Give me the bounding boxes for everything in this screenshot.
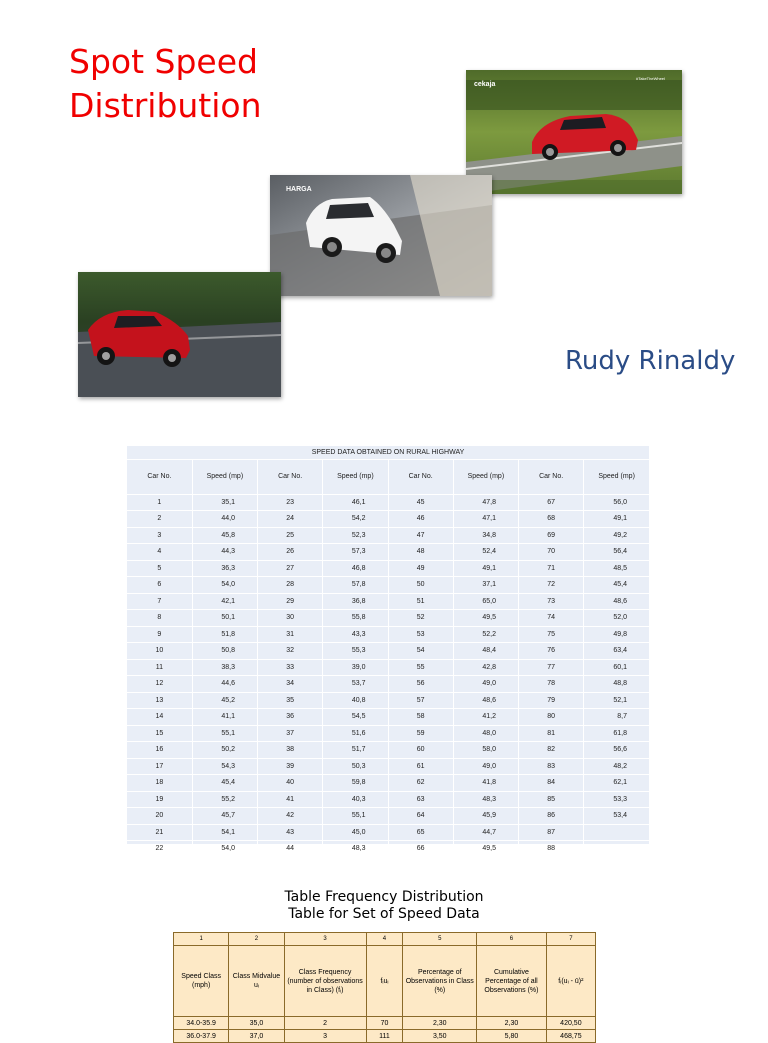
speed-cell: 47,8	[453, 494, 518, 511]
car-number-cell: 3	[127, 527, 192, 544]
car-number-cell: 85	[519, 791, 584, 808]
freq-cell: 5,80	[477, 1030, 547, 1043]
speed-cell: 50,8	[192, 643, 257, 660]
table-row	[127, 742, 649, 759]
speed-cell: 45,7	[192, 808, 257, 825]
column-header: Speed (mp)	[323, 460, 388, 494]
car-number-cell: 52	[388, 610, 453, 627]
car-number-cell: 19	[127, 791, 192, 808]
red-hatchback-photo	[466, 70, 682, 194]
car-number-cell: 80	[519, 709, 584, 726]
speed-cell: 41,2	[453, 709, 518, 726]
speed-cell: 53,3	[584, 791, 649, 808]
freq-cell: 2	[284, 1017, 366, 1030]
freq-cell: 468,75	[546, 1030, 595, 1043]
column-number: 6	[477, 933, 547, 946]
car-number-cell: 28	[258, 577, 323, 594]
car-number-cell: 77	[519, 659, 584, 676]
car-number-cell: 14	[127, 709, 192, 726]
column-header: Speed (mp)	[584, 460, 649, 494]
car-number-cell: 13	[127, 692, 192, 709]
car-number-cell: 49	[388, 560, 453, 577]
column-number: 4	[366, 933, 403, 946]
speed-cell: 50,2	[192, 742, 257, 759]
car-number-cell: 64	[388, 808, 453, 825]
car-number-cell: 31	[258, 626, 323, 643]
speed-cell: 46,8	[323, 560, 388, 577]
speed-cell: 58,0	[453, 742, 518, 759]
table-row	[174, 1030, 596, 1043]
car-number-cell: 67	[519, 494, 584, 511]
table-row	[127, 659, 649, 676]
speed-cell: 36,8	[323, 593, 388, 610]
table-row	[127, 676, 649, 693]
car-number-cell: 15	[127, 725, 192, 742]
speed-cell: 53,7	[323, 676, 388, 693]
freq-cell: 2,30	[477, 1017, 547, 1030]
car-number-cell: 60	[388, 742, 453, 759]
column-header: fᵢ(uᵢ - ū)²	[546, 946, 595, 1017]
column-header: Speed Class (mph)	[174, 946, 229, 1017]
page-title	[69, 40, 262, 128]
column-number: 5	[403, 933, 477, 946]
speed-cell: 51,7	[323, 742, 388, 759]
speed-cell: 51,8	[192, 626, 257, 643]
speed-cell: 57,8	[323, 577, 388, 594]
speed-cell: 41,8	[453, 775, 518, 792]
speed-cell: 45,8	[192, 527, 257, 544]
car-number-cell: 33	[258, 659, 323, 676]
speed-cell: 55,3	[323, 643, 388, 660]
speed-cell: 42,1	[192, 593, 257, 610]
column-number: 3	[284, 933, 366, 946]
column-header: Cumulative Percentage of all Observations (%)	[477, 946, 547, 1017]
car-number-cell: 86	[519, 808, 584, 825]
speed-cell: 42,8	[453, 659, 518, 676]
freq-cell: 70	[366, 1017, 403, 1030]
speed-cell: 44,6	[192, 676, 257, 693]
freq-table-grid	[173, 932, 596, 1043]
speed-cell: 45,4	[192, 775, 257, 792]
car-number-cell: 23	[258, 494, 323, 511]
car-number-cell: 43	[258, 824, 323, 841]
speed-cell: 56,6	[584, 742, 649, 759]
car-number-cell: 74	[519, 610, 584, 627]
speed-cell: 48,3	[453, 791, 518, 808]
table-row	[127, 709, 649, 726]
car-number-cell: 59	[388, 725, 453, 742]
table-row	[127, 626, 649, 643]
column-header: Percentage of Observations in Class (%)	[403, 946, 477, 1017]
car-number-cell: 24	[258, 511, 323, 528]
freq-col-number-row	[174, 933, 596, 946]
column-header: Class Midvalue uᵢ	[229, 946, 284, 1017]
car-number-cell: 6	[127, 577, 192, 594]
page-title-line-1: Spot Speed	[69, 42, 258, 81]
speed-table-grid	[127, 460, 649, 858]
speed-cell: 46,1	[323, 494, 388, 511]
car-number-cell: 45	[388, 494, 453, 511]
freq-title-line-2: Table for Set of Speed Data	[288, 906, 480, 922]
column-header: Car No.	[388, 460, 453, 494]
car-number-cell: 54	[388, 643, 453, 660]
speed-cell: 56,4	[584, 544, 649, 561]
table-row	[127, 692, 649, 709]
car-number-cell: 26	[258, 544, 323, 561]
speed-cell: 44,3	[192, 544, 257, 561]
speed-cell: 47,1	[453, 511, 518, 528]
car-number-cell: 50	[388, 577, 453, 594]
author-name: Rudy Rinaldy	[565, 346, 736, 376]
table-row	[127, 577, 649, 594]
column-number: 1	[174, 933, 229, 946]
car-number-cell: 35	[258, 692, 323, 709]
column-header: Speed (mp)	[192, 460, 257, 494]
white-suv-photo	[270, 175, 492, 296]
speed-cell: 55,2	[192, 791, 257, 808]
car-number-cell: 72	[519, 577, 584, 594]
column-number: 2	[229, 933, 284, 946]
table-row	[127, 610, 649, 627]
car-number-cell: 51	[388, 593, 453, 610]
speed-table-header-row	[127, 460, 649, 494]
speed-cell: 62,1	[584, 775, 649, 792]
car-number-cell: 40	[258, 775, 323, 792]
table-row	[127, 841, 649, 858]
speed-cell: 48,2	[584, 758, 649, 775]
speed-cell: 65,0	[453, 593, 518, 610]
freq-cell: 37,0	[229, 1030, 284, 1043]
car-number-cell: 61	[388, 758, 453, 775]
speed-table-caption: SPEED DATA OBTAINED ON RURAL HIGHWAY	[127, 446, 649, 460]
speed-cell: 35,1	[192, 494, 257, 511]
car-number-cell: 30	[258, 610, 323, 627]
car-number-cell: 5	[127, 560, 192, 577]
car-number-cell: 39	[258, 758, 323, 775]
speed-cell: 54,0	[192, 841, 257, 858]
car-number-cell: 84	[519, 775, 584, 792]
speed-cell: 54,3	[192, 758, 257, 775]
column-header: fᵢuᵢ	[366, 946, 403, 1017]
car-number-cell: 69	[519, 527, 584, 544]
table-row	[127, 824, 649, 841]
speed-cell: 54,2	[323, 511, 388, 528]
speed-cell: 44,0	[192, 511, 257, 528]
freq-distribution-table	[173, 932, 596, 1043]
car-number-cell: 38	[258, 742, 323, 759]
car-number-cell: 32	[258, 643, 323, 660]
speed-cell: 54,1	[192, 824, 257, 841]
table-row	[127, 494, 649, 511]
car-number-cell: 41	[258, 791, 323, 808]
speed-cell: 37,1	[453, 577, 518, 594]
speed-cell: 52,3	[323, 527, 388, 544]
speed-cell: 38,3	[192, 659, 257, 676]
car-number-cell: 70	[519, 544, 584, 561]
table-row	[127, 544, 649, 561]
car-number-cell: 17	[127, 758, 192, 775]
table-row	[127, 758, 649, 775]
speed-cell: 54,0	[192, 577, 257, 594]
speed-cell: 63,4	[584, 643, 649, 660]
speed-cell: 45,0	[323, 824, 388, 841]
speed-cell: 50,3	[323, 758, 388, 775]
car-number-cell: 58	[388, 709, 453, 726]
car-number-cell: 2	[127, 511, 192, 528]
speed-cell	[584, 841, 649, 858]
car-number-cell: 82	[519, 742, 584, 759]
car-number-cell: 47	[388, 527, 453, 544]
car-number-cell: 63	[388, 791, 453, 808]
car-number-cell: 1	[127, 494, 192, 511]
speed-cell: 45,2	[192, 692, 257, 709]
car-number-cell: 44	[258, 841, 323, 858]
car-number-cell: 48	[388, 544, 453, 561]
table-row	[127, 560, 649, 577]
harga-watermark: HARGA	[286, 186, 312, 193]
speed-data-table	[127, 446, 649, 853]
car-number-cell: 25	[258, 527, 323, 544]
speed-cell: 45,9	[453, 808, 518, 825]
car-number-cell: 68	[519, 511, 584, 528]
car-number-cell: 83	[519, 758, 584, 775]
table-row	[127, 791, 649, 808]
speed-cell: 48,5	[584, 560, 649, 577]
car-number-cell: 79	[519, 692, 584, 709]
speed-cell: 49,0	[453, 758, 518, 775]
car-number-cell: 8	[127, 610, 192, 627]
freq-table-body	[174, 1017, 596, 1043]
page-title-line-2: Distribution	[69, 86, 262, 125]
car-number-cell: 20	[127, 808, 192, 825]
table-row	[127, 527, 649, 544]
freq-cell: 36.0-37.9	[174, 1030, 229, 1043]
freq-cell: 3,50	[403, 1030, 477, 1043]
speed-cell: 40,8	[323, 692, 388, 709]
speed-cell	[584, 824, 649, 841]
speed-cell: 54,5	[323, 709, 388, 726]
freq-cell: 111	[366, 1030, 403, 1043]
car-number-cell: 9	[127, 626, 192, 643]
column-number: 7	[546, 933, 595, 946]
speed-cell: 39,0	[323, 659, 388, 676]
table-row	[174, 1017, 596, 1030]
car-number-cell: 37	[258, 725, 323, 742]
speed-cell: 52,1	[584, 692, 649, 709]
table-row	[127, 808, 649, 825]
speed-cell: 57,3	[323, 544, 388, 561]
car-number-cell: 4	[127, 544, 192, 561]
car-number-cell: 53	[388, 626, 453, 643]
car-number-cell: 29	[258, 593, 323, 610]
speed-cell: 51,6	[323, 725, 388, 742]
speed-cell: 49,0	[453, 676, 518, 693]
speed-cell: 60,1	[584, 659, 649, 676]
car-number-cell: 12	[127, 676, 192, 693]
car-number-cell: 56	[388, 676, 453, 693]
speed-cell: 52,4	[453, 544, 518, 561]
table-row	[127, 511, 649, 528]
speed-cell: 43,3	[323, 626, 388, 643]
speed-table-body	[127, 494, 649, 857]
speed-cell: 48,6	[453, 692, 518, 709]
car-number-cell: 11	[127, 659, 192, 676]
table-row	[127, 775, 649, 792]
red-convertible-photo	[78, 272, 281, 397]
speed-cell: 61,8	[584, 725, 649, 742]
speed-cell: 8,7	[584, 709, 649, 726]
speed-cell: 55,8	[323, 610, 388, 627]
speed-cell: 59,8	[323, 775, 388, 792]
car-number-cell: 55	[388, 659, 453, 676]
speed-cell: 56,0	[584, 494, 649, 511]
speed-cell: 55,1	[192, 725, 257, 742]
freq-cell: 34.0-35.9	[174, 1017, 229, 1030]
speed-cell: 49,5	[453, 610, 518, 627]
speed-cell: 34,8	[453, 527, 518, 544]
photo-caption: #TakeTheWheel	[636, 76, 665, 81]
car-number-cell: 27	[258, 560, 323, 577]
car-number-cell: 62	[388, 775, 453, 792]
speed-cell: 55,1	[323, 808, 388, 825]
car-number-cell: 66	[388, 841, 453, 858]
speed-cell: 53,4	[584, 808, 649, 825]
car-number-cell: 10	[127, 643, 192, 660]
freq-cell: 420,50	[546, 1017, 595, 1030]
car-number-cell: 76	[519, 643, 584, 660]
freq-header-row	[174, 946, 596, 1017]
speed-cell: 48,0	[453, 725, 518, 742]
speed-cell: 48,6	[584, 593, 649, 610]
car-number-cell: 75	[519, 626, 584, 643]
speed-cell: 41,1	[192, 709, 257, 726]
car-number-cell: 73	[519, 593, 584, 610]
speed-cell: 48,4	[453, 643, 518, 660]
freq-cell: 35,0	[229, 1017, 284, 1030]
column-header: Speed (mp)	[453, 460, 518, 494]
speed-cell: 44,7	[453, 824, 518, 841]
column-header: Car No.	[127, 460, 192, 494]
car-number-cell: 57	[388, 692, 453, 709]
speed-cell: 52,2	[453, 626, 518, 643]
column-header: Car No.	[519, 460, 584, 494]
column-header: Class Frequency (number of observations in Class) (fᵢ)	[284, 946, 366, 1017]
speed-cell: 52,0	[584, 610, 649, 627]
column-header: Car No.	[258, 460, 323, 494]
car-number-cell: 46	[388, 511, 453, 528]
speed-cell: 49,1	[453, 560, 518, 577]
table-row	[127, 643, 649, 660]
speed-cell: 49,8	[584, 626, 649, 643]
speed-cell: 36,3	[192, 560, 257, 577]
speed-cell: 49,1	[584, 511, 649, 528]
speed-cell: 49,2	[584, 527, 649, 544]
speed-cell: 45,4	[584, 577, 649, 594]
car-number-cell: 88	[519, 841, 584, 858]
freq-table-title	[0, 889, 768, 923]
car-number-cell: 21	[127, 824, 192, 841]
speed-cell: 50,1	[192, 610, 257, 627]
speed-cell: 49,5	[453, 841, 518, 858]
car-number-cell: 18	[127, 775, 192, 792]
speed-cell: 48,8	[584, 676, 649, 693]
freq-cell: 3	[284, 1030, 366, 1043]
car-number-cell: 34	[258, 676, 323, 693]
car-number-cell: 36	[258, 709, 323, 726]
car-number-cell: 71	[519, 560, 584, 577]
table-row	[127, 725, 649, 742]
car-number-cell: 7	[127, 593, 192, 610]
speed-cell: 40,3	[323, 791, 388, 808]
cekaja-watermark: cekaja	[474, 81, 496, 88]
car-number-cell: 22	[127, 841, 192, 858]
car-number-cell: 81	[519, 725, 584, 742]
freq-title-line-1: Table Frequency Distribution	[284, 889, 484, 905]
car-number-cell: 78	[519, 676, 584, 693]
speed-cell: 48,3	[323, 841, 388, 858]
freq-cell: 2,30	[403, 1017, 477, 1030]
car-number-cell: 87	[519, 824, 584, 841]
car-number-cell: 42	[258, 808, 323, 825]
car-number-cell: 16	[127, 742, 192, 759]
car-number-cell: 65	[388, 824, 453, 841]
table-row	[127, 593, 649, 610]
